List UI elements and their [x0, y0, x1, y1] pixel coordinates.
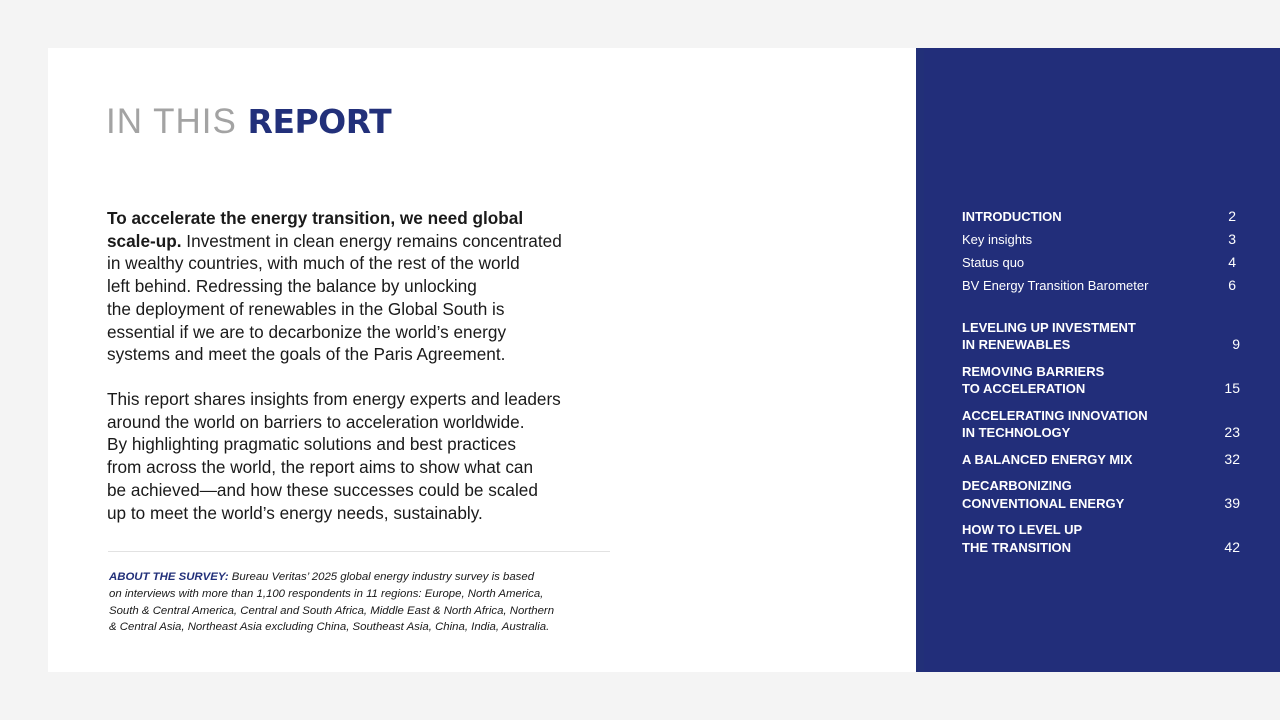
toc-item-label-line: CONVENTIONAL ENERGY: [962, 495, 1125, 511]
intro-lead-bold: To accelerate the energy transition, we need global: [107, 208, 524, 228]
toc-item-page-number: 39: [1224, 494, 1240, 511]
toc-item[interactable]: [962, 254, 1240, 272]
toc-item[interactable]: [962, 477, 1240, 512]
toc-item-label-line: ACCELERATING INNOVATION: [962, 407, 1148, 423]
body-paragraph: [107, 388, 587, 524]
body-line: By highlighting pragmatic solutions and best practices: [107, 434, 516, 455]
intro-line: [107, 207, 587, 230]
toc-item[interactable]: [962, 208, 1240, 226]
toc-item-label-line: Status quo: [962, 255, 1025, 270]
toc-item-label-line: REMOVING BARRIERS: [962, 363, 1105, 379]
toc-item-label-line: Key insights: [962, 232, 1033, 247]
intro-paragraph: [107, 207, 587, 366]
toc-item-label-line: HOW TO LEVEL UP: [962, 522, 1083, 537]
toc-item-label: [962, 208, 1062, 226]
toc-item-label: [962, 319, 1136, 354]
toc-item[interactable]: [962, 277, 1240, 295]
page-title: [106, 100, 391, 144]
page-title-bold: REPORT: [247, 102, 392, 141]
survey-line: [109, 569, 619, 586]
toc-item-label: [962, 521, 1082, 556]
table-of-contents: [962, 208, 1240, 556]
survey-text: Bureau Veritas’ 2025 global energy industry survey is based: [228, 571, 535, 583]
toc-item-label: [962, 254, 1024, 272]
intro-lead-bold: scale-up.: [107, 230, 182, 251]
toc-item-page-number: 4: [1228, 254, 1236, 270]
toc-item-page-number: 2: [1228, 208, 1236, 224]
panel-edge: [916, 48, 924, 672]
toc-item[interactable]: [962, 231, 1240, 249]
toc-item-page-number: 32: [1224, 450, 1240, 467]
toc-item-label: [962, 363, 1104, 398]
survey-label: ABOUT THE SURVEY:: [109, 571, 229, 583]
intro-line: left behind. Redressing the balance by unlocking: [107, 276, 477, 297]
toc-item-label-line: DECARBONIZING: [962, 478, 1072, 493]
toc-item-label-line: LEVELING UP INVESTMENT: [962, 319, 1136, 335]
intro-line: in wealthy countries, with much of the rest of the world: [107, 253, 520, 274]
survey-line: on interviews with more than 1,100 respondents in 11 regions: Europe, North America,: [109, 587, 544, 600]
body-line: from across the world, the report aims to show what can: [107, 457, 534, 478]
divider: [108, 551, 610, 552]
survey-line: & Central Asia, Northeast Asia excluding China, Southeast Asia, China, India, Australia.: [109, 621, 550, 634]
toc-item-page-number: 6: [1228, 277, 1236, 293]
report-page: [48, 48, 1280, 672]
intro-line: [107, 230, 587, 253]
toc-item-label: [962, 407, 1148, 442]
toc-item-label: [962, 451, 1132, 469]
toc-item[interactable]: [962, 363, 1240, 398]
toc-item-label: [962, 477, 1124, 512]
toc-item-label-line: A BALANCED ENERGY MIX: [962, 451, 1133, 467]
toc-item-label: [962, 231, 1032, 249]
table-of-contents-panel: [916, 48, 1280, 672]
intro-line: the deployment of renewables in the Global South is: [107, 298, 505, 319]
toc-item-label-line: BV Energy Transition Barometer: [962, 278, 1149, 293]
toc-item-label-line: INTRODUCTION: [962, 209, 1062, 224]
toc-item-page-number: 15: [1224, 380, 1240, 396]
toc-item-page-number: 9: [1232, 336, 1240, 352]
body-line: be achieved—and how these successes could be scaled: [107, 479, 538, 500]
toc-item-label-line: IN RENEWABLES: [962, 337, 1071, 352]
body-line: This report shares insights from energy experts and leaders: [107, 389, 561, 409]
toc-item-label-line: THE TRANSITION: [962, 539, 1072, 555]
survey-line: South & Central America, Central and South Africa, Middle East & North Africa, Northern: [109, 604, 555, 617]
toc-item[interactable]: [962, 319, 1240, 354]
body-line: up to meet the world’s energy needs, sustainably.: [107, 502, 483, 523]
intro-line: essential if we are to decarbonize the world’s energy: [107, 321, 507, 342]
toc-item-page-number: 42: [1224, 538, 1240, 555]
toc-item-label-line: TO ACCELERATION: [962, 381, 1086, 396]
toc-item[interactable]: [962, 451, 1240, 469]
toc-item[interactable]: [962, 521, 1240, 556]
toc-item-page-number: 23: [1224, 424, 1240, 440]
toc-item-page-number: 3: [1228, 231, 1236, 247]
toc-item-label: [962, 277, 1148, 295]
intro-line: systems and meet the goals of the Paris Agreement.: [107, 344, 506, 365]
intro-text: Investment in clean energy remains concentrated: [181, 230, 562, 251]
toc-item-label-line: IN TECHNOLOGY: [962, 425, 1071, 440]
toc-item[interactable]: [962, 407, 1240, 442]
body-line: around the world on barriers to acceleration worldwide.: [107, 411, 525, 432]
survey-note: [109, 569, 619, 636]
page-title-light: IN THIS: [106, 102, 248, 141]
